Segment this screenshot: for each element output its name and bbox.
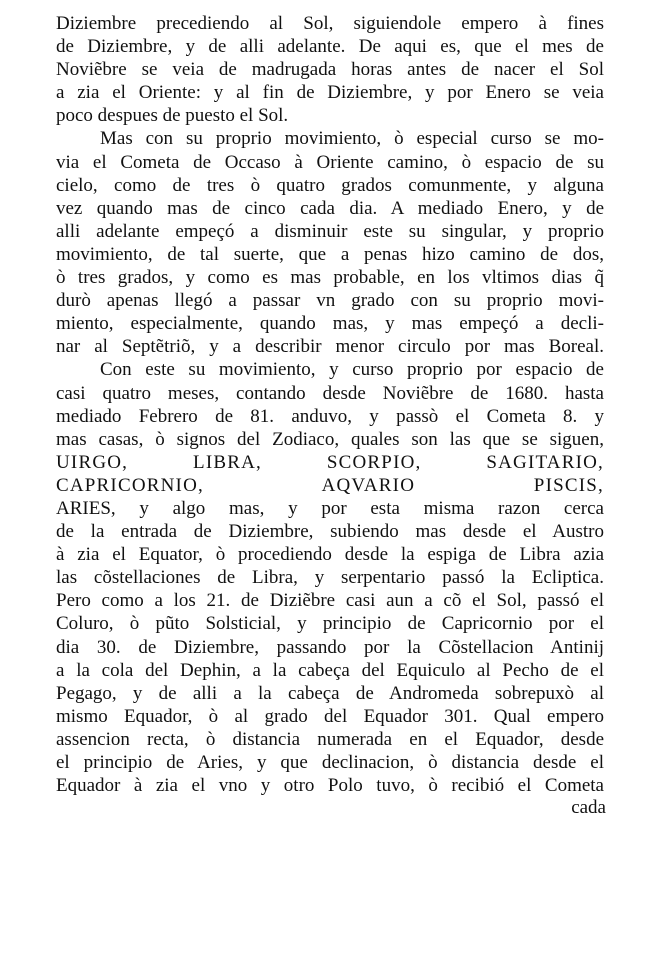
text-line: assencion recta, ò distancia numerada en el Equador, desde <box>56 728 604 750</box>
body-text <box>56 12 604 797</box>
text-line: casi quatro meses, contando desde Noviẽbre de 1680. hasta <box>56 382 604 404</box>
text-line: de Diziembre, y de alli adelante. De aqui es, que el mes de <box>56 36 604 58</box>
text-line: alli adelante empeçó a disminuir este su singular, y proprio <box>56 220 604 242</box>
text-line: à zia el Equator, ò procediendo desde la espiga de Libra azia <box>56 544 604 566</box>
text-line: de la entrada de Diziembre, subiendo mas desde el Austro <box>56 521 604 543</box>
text-line: durò apenas llegó a passar vn grado con su proprio movi- <box>56 290 604 312</box>
text-line: cielo, como de tres ò quatro grados comunmente, y alguna <box>56 174 604 196</box>
text-line: movimiento, de tal suerte, que a penas hizo camino de dos, <box>56 243 604 265</box>
text-line: vez quando mas de cinco cada dia. A mediado Enero, y de <box>56 197 604 219</box>
text-line: Diziembre precediendo al Sol, siguiendole empero à fines <box>56 13 604 34</box>
text-line: poco despues de puesto el Sol. <box>56 105 289 127</box>
catchword: cada <box>571 797 606 818</box>
text-line: Mas con su proprio movimiento, ò especial curso se mo- <box>100 128 604 150</box>
text-line: a zia el Oriente: y al fin de Diziembre, y por Enero se veia <box>56 82 604 104</box>
text-line: el principio de Aries, y que declinacion, ò distancia desde el <box>56 752 604 773</box>
text-line: Noviẽbre se veia de madrugada horas antes de nacer el Sol <box>56 59 604 81</box>
text-line: via el Cometa de Occaso à Oriente camino, ò espacio de su <box>56 151 604 173</box>
text-line: Con este su movimiento, y curso proprio por espacio de <box>100 359 604 381</box>
text-line: CAPRICORNIO, AQVARIO PISCIS, <box>56 474 604 496</box>
text-line: Equador à zia el vno y otro Polo tuvo, ò recibió el Cometa <box>56 775 604 797</box>
text-line: Coluro, ò pũto Solsticial, y principio de Capricornio por el <box>56 613 604 635</box>
text-line: miento, especialmente, quando mas, y mas empeçó a decli- <box>56 313 604 335</box>
text-line: mas casas, ò signos del Zodiaco, quales son las que se siguen, <box>56 428 604 450</box>
text-line: las cõstellaciones de Libra, y serpentario passó la Ecliptica. <box>56 567 604 589</box>
text-line: Pegago, y de alli a la cabeça de Andromeda sobrepuxò al <box>56 682 604 704</box>
text-line: ò tres grados, y como es mas probable, en los vltimos dias q̃ <box>56 267 604 289</box>
text-line: mismo Equador, ò al grado del Equador 301. Qual empero <box>56 705 604 727</box>
text-line: ARIES, y algo mas, y por esta misma razon cerca <box>56 497 604 519</box>
text-line: dia 30. de Diziembre, passando por la Cõstellacion Antinij <box>56 636 604 658</box>
text-line: Pero como a los 21. de Diziẽbre casi aun a cõ el Sol, passó el <box>56 590 604 612</box>
text-line: UIRGO, LIBRA, SCORPIO, SAGITARIO, <box>56 451 604 473</box>
text-line: nar al Septẽtriõ, y a describir menor circulo por mas Boreal. <box>56 336 604 358</box>
text-line: a la cola del Dephin, a la cabeça del Equiculo al Pecho de el <box>56 659 604 681</box>
text-line: mediado Febrero de 81. anduvo, y passò el Cometa 8. y <box>56 405 604 427</box>
